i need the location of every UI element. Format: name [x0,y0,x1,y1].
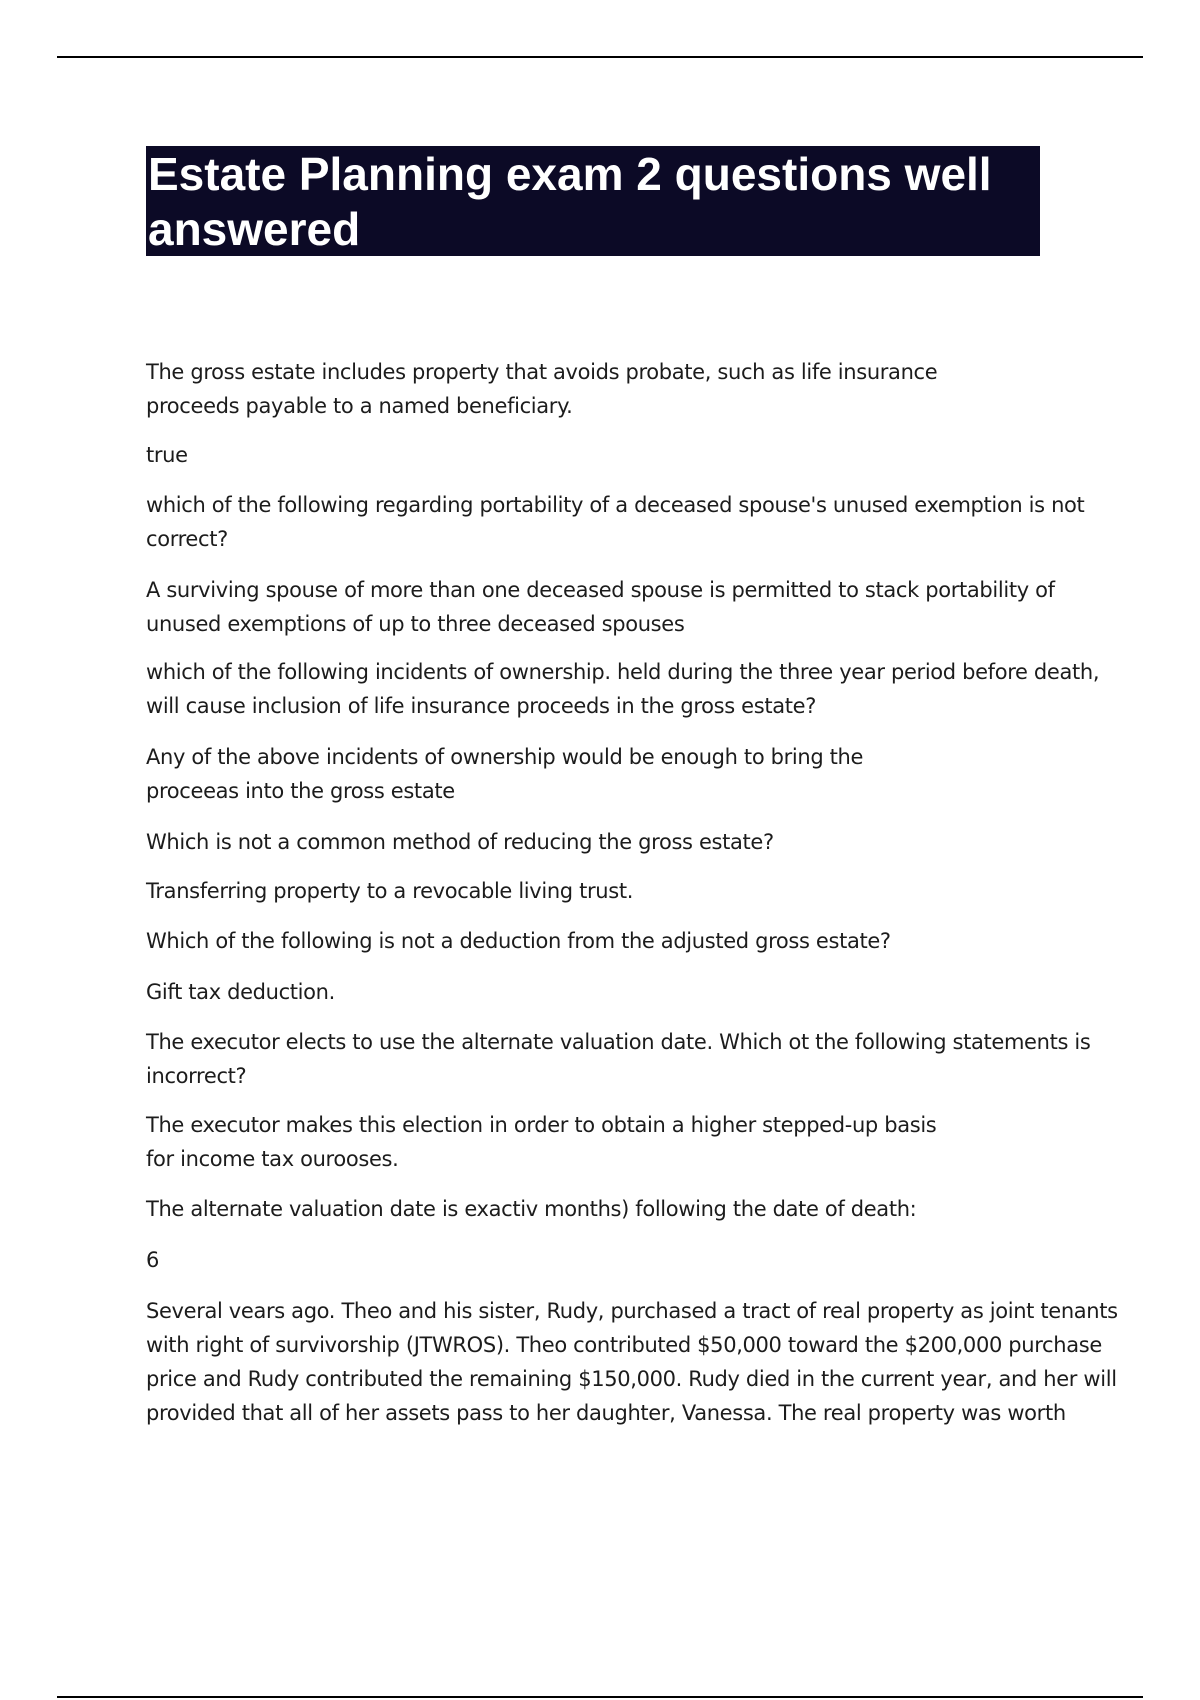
paragraph-question-4: Which is not a common method of reducing the gross estate? [146,830,774,854]
paragraph-answer-5: Gift tax deduction. [146,980,335,1004]
paragraph-answer-3: Any of the above incidents of ownership would be enough to bring the proceeas into the gross estate [146,745,864,803]
title-line: Estate Planning exam 2 questions well [148,148,992,200]
paragraph-answer-7: 6 [146,1248,160,1272]
title-banner [146,146,1040,256]
paragraph-answer-1: true [146,443,188,467]
paragraph-question-8: Several vears ago. Theo and his sister, Rudy, purchased a tract of real property as joint tenants with right of survivorship (JTWROS). Theo contributed $50,000 toward the $200,000 purchase price and Rudy contributed the remaining $150,000. Rudy died in the current year, and her will provided that all of her assets pass to her daughter, Vanessa. The real property was worth [146,1299,1118,1425]
paragraph-question-6: The executor elects to use the alternate valuation date. Which ot the following statements is incorrect? [146,1030,1091,1088]
paragraph-question-7: The alternate valuation date is exactiv months) following the date of death: [146,1197,917,1221]
paragraph-question-3: which of the following incidents of ownership. held during the three year period before death, will cause inclusion of life insurance proceeds in the gross estate? [146,660,1100,718]
paragraph-answer-2: A surviving spouse of more than one deceased spouse is permitted to stack portability of unused exemptions of up to three deceased spouses [146,578,1055,636]
title-line: answered [148,203,361,255]
paragraph-question-5: Which of the following is not a deduction from the adjusted gross estate? [146,929,891,953]
paragraph-question-2: which of the following regarding portability of a deceased spouse's unused exemption is not correct? [146,493,1085,551]
top-rule [57,56,1143,58]
paragraph-statement-1: The gross estate includes property that avoids probate, such as life insurance proceeds payable to a named beneficiary. [146,360,938,418]
paragraph-answer-6: The executor makes this election in order to obtain a higher stepped-up basis for income tax ourooses. [146,1113,937,1171]
paragraph-answer-4: Transferring property to a revocable living trust. [146,879,634,903]
page-title [148,146,1038,257]
bottom-rule [57,1696,1143,1698]
